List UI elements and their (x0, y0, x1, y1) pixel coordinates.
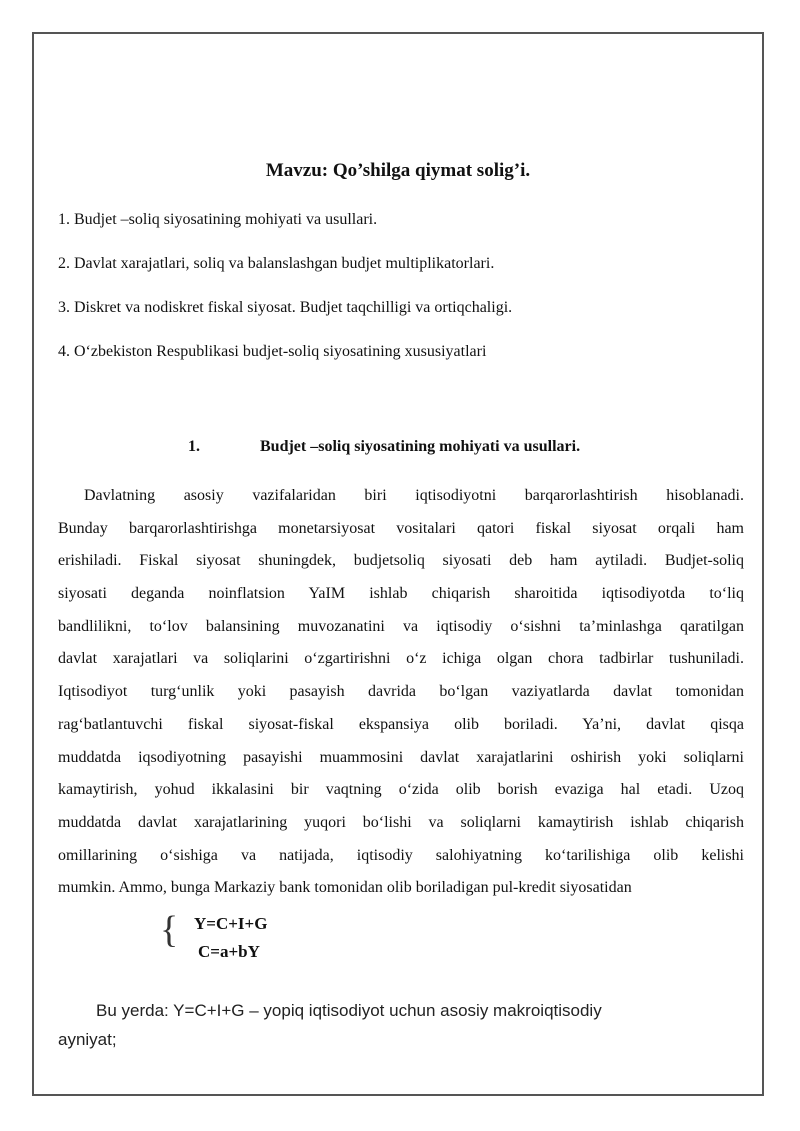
paragraph-line: Bunday barqarorlashtirishga monetarsiyosat vositalari qatori fiskal siyosat orqali ham (58, 519, 744, 537)
outline-item: 3. Diskret va nodiskret fiskal siyosat. Budjet taqchilligi va ortiqchaligi. (58, 299, 513, 316)
paragraph-line: bandlilikni, to‘lov balansining muvozanatini va iqtisodiy o‘sishni ta’minlashga qaratilgan (58, 617, 744, 635)
section-title: Budjet –soliq siyosatining mohiyati va usullari. (260, 438, 581, 455)
formula-note (58, 996, 738, 1054)
paragraph-line: muddatda iqsodiyotning pasayishi muammosini davlat xarajatlarini oshirish yoki soliqlarni (58, 748, 744, 766)
curly-brace: { (160, 909, 179, 951)
paragraph-line: omillarining o‘sishiga va natijada, iqtisodiy salohiyatning ko‘tarilishiga olib kelishi (58, 846, 744, 864)
section-number: 1. (188, 438, 200, 455)
paragraph-line: Iqtisodiyot turg‘unlik yoki pasayish davrida bo‘lgan vaziyatlarda davlat tomonidan (58, 683, 744, 701)
paragraph-line: rag‘batlantuvchi fiskal siyosat-fiskal ekspansiya olib boriladi. Ya’ni, davlat qisqa (58, 715, 744, 733)
document-page (32, 32, 764, 1096)
outline-item: 2. Davlat xarajatlari, soliq va balanslashgan budjet multiplikatorlari. (58, 255, 495, 272)
equation-line: C=a+bY (198, 942, 260, 961)
note-line: Bu yerda: Y=C+I+G – yopiq iqtisodiyot uchun asosiy makroiqtisodiy (96, 1001, 602, 1020)
paragraph-line: mumkin. Ammo, bunga Markaziy bank tomonidan olib boriladigan pul-kredit siyosatidan (58, 879, 632, 897)
topic-outline (58, 208, 512, 384)
document-title: Mavzu: Qo’shilga qiymat solig’i. (265, 160, 531, 181)
note-line: ayniyat; (58, 1030, 117, 1049)
paragraph-line: Davlatning asosiy vazifalaridan biri iqtisodiyotni barqarorlashtirish hisoblanadi. (84, 487, 744, 504)
equation-line: Y=C+I+G (194, 914, 268, 933)
paragraph-line: erishiladi. Fiskal siyosat shuningdek, budjetsoliq siyosati deb ham aytiladi. Budjet-soliq (58, 552, 744, 570)
outline-item: 1. Budjet –soliq siyosatining mohiyati va usullari. (58, 211, 378, 228)
paragraph-line: siyosati deganda noinflatsion YaIM ishlab chiqarish sharoitida iqtisodiyotda to‘liq (58, 585, 744, 603)
paragraph-line: davlat xarajatlari va soliqlarini o‘zgartirishni o‘z ichiga olgan chora tadbirlar tushuniladi. (58, 650, 744, 668)
paragraph-line: kamaytirish, yohud ikkalasini bir vaqtning o‘zida olib borish evaziga hal etadi. Uzoq (58, 781, 744, 799)
paragraph-line: muddatda davlat xarajatlarining yuqori bo‘lishi va soliqlarni kamaytirish ishlab chiqarish (58, 813, 744, 831)
body-paragraph (58, 480, 744, 905)
outline-item: 4. O‘zbekiston Respublikasi budjet-soliq siyosatining xususiyatlari (58, 343, 487, 360)
